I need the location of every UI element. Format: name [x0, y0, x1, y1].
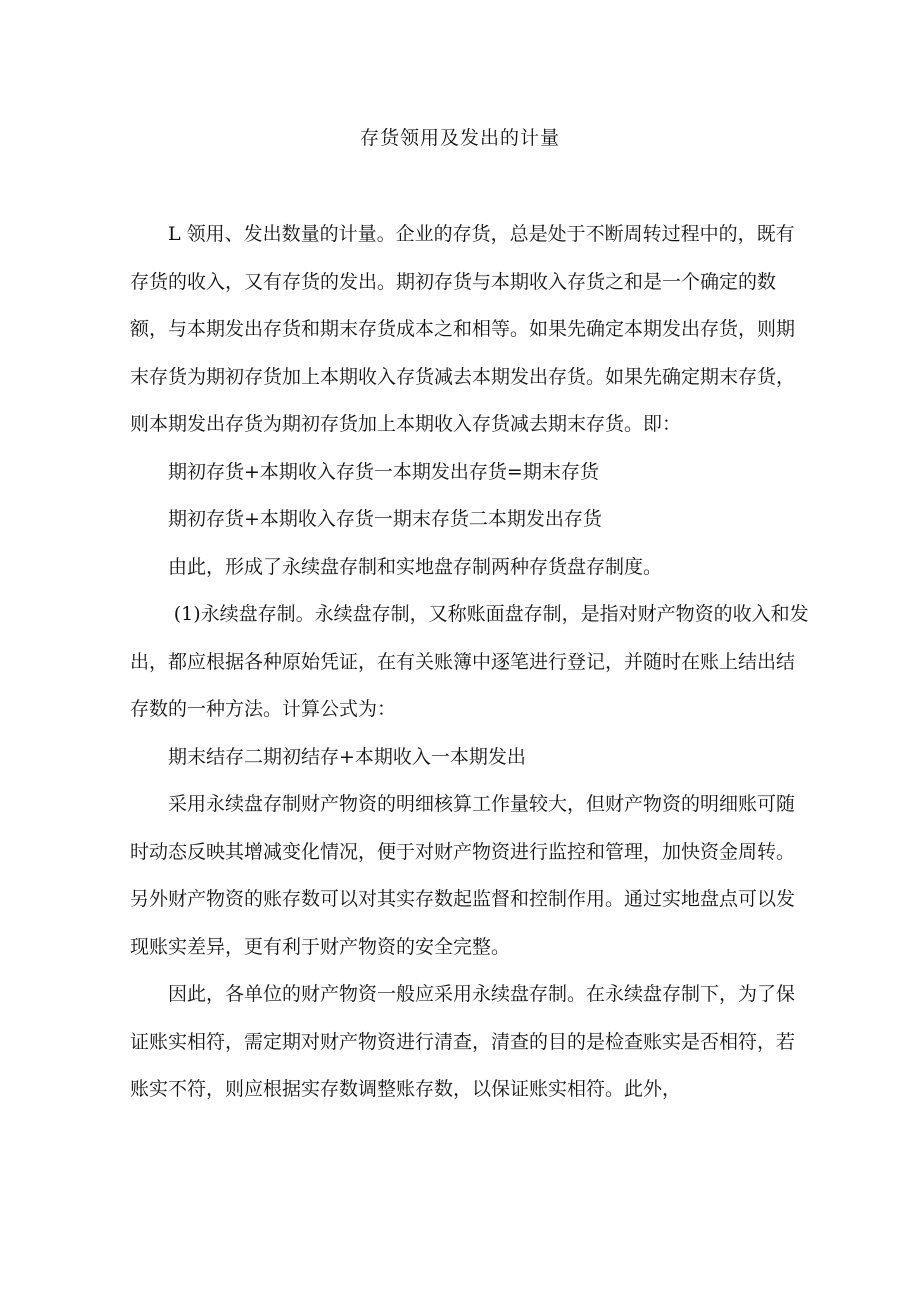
paragraph-systems: 由此，形成了永续盘存制和实地盘存制两种存货盘存制度。	[168, 555, 663, 578]
paragraph-perpetual-system: (1)永续盘存制。永续盘存制，又称账面盘存制，是指对财产物资的收入和发出，都应根据各种原始凭证，在有关账簿中逐笔进行登记，并随时在账上结出结存数的一种方法。计算公式为：	[130, 603, 809, 720]
paragraph-intro: L 领用、发出数量的计量。企业的存货，总是处于不断周转过程中的，既有存货的收入，又有存货的发出。期初存货与本期收入存货之和是一个确定的数额，与本期发出存货和期末存货成本之和相等。如果先确定本期发出存货，则期末存货为期初存货加上本期收入存货减去本期发出存货。如果先确定期末存货，则本期发出存货为期初存货加上本期收入存货减去期末存货。即：	[130, 223, 796, 435]
document-title: 存货领用及发出的计量	[359, 127, 560, 149]
paragraph-conclusion: 因此，各单位的财产物资一般应采用永续盘存制。在永续盘存制下，为了保证账实相符，需定期对财产物资进行清查，清查的目的是检查账实是否相符，若账实不符，则应根据实存数调整账存数，以保证账实相符。此外，	[130, 983, 796, 1100]
formula-issued-inventory: 期初存货+本期收入存货一期末存货二本期发出存货	[168, 508, 602, 530]
formula-ending-inventory: 期初存货+本期收入存货一本期发出存货=期末存货	[168, 460, 599, 483]
formula-perpetual: 期末结存二期初结存+本期收入一本期发出	[168, 745, 526, 768]
document-body	[130, 211, 810, 1114]
paragraph-perpetual-advantages: 采用永续盘存制财产物资的明细核算工作量较大，但财产物资的明细账可随时动态反映其增减变化情况，便于对财产物资进行监控和管理，加快资金周转。另外财产物资的账存数可以对其实存数起监督和控制作用。通过实地盘点可以发现账实差异，更有利于财产物资的安全完整。	[130, 793, 796, 958]
